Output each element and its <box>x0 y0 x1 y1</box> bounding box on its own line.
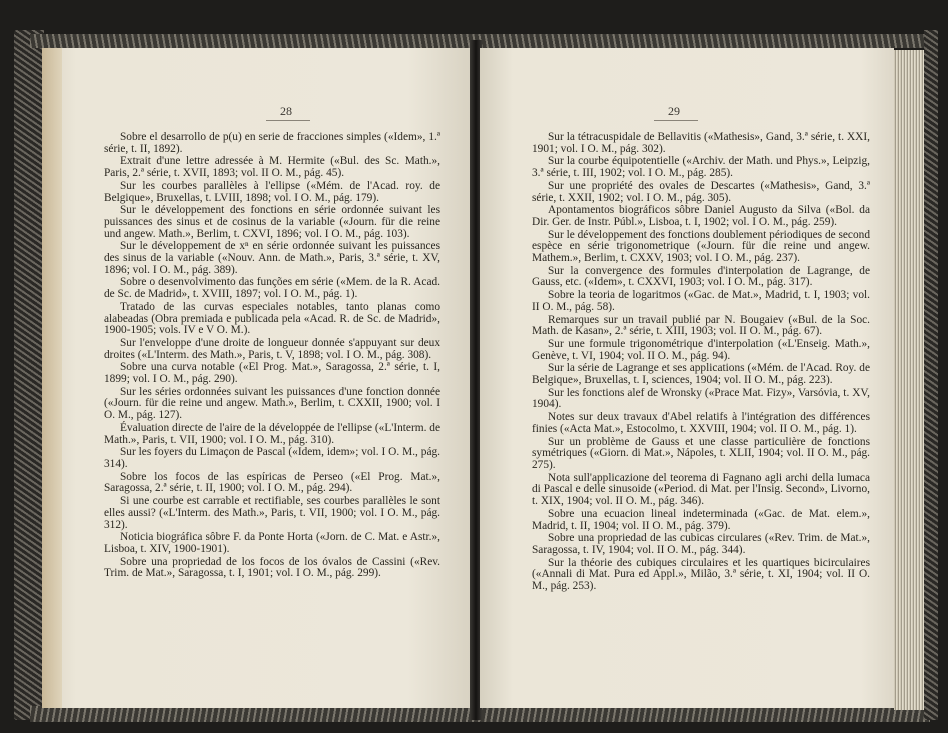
bibliography-entry: Sobre la teoria de logaritmos («Gac. de Mat.», Madrid, t. I, 1903; vol. II O. M., pág. 58). <box>532 289 870 313</box>
bibliography-entry: Tratado de las curvas especiales notables, tanto planas como alabeadas (Obra premiada e publicada pela «Acad. R. de Sc. de Madrid», 1900-1905; vols. IV e V O. M.). <box>104 300 440 337</box>
bibliography-entry: Sobre una propriedad de los focos de los óvalos de Cassini («Rev. Trim. de Mat.», Saragossa, t. I, 1901; vol. I O. M., pág. 299). <box>104 555 440 580</box>
page-inner-margin <box>42 48 62 708</box>
bibliography-entry: Si une courbe est carrable et rectifiable, ses courbes parallèles le sont elles aussi? («L'Interm. des Math.», Paris, t. VII, 1900; vol. I O. M., pág. 312). <box>104 495 440 531</box>
right-page <box>480 48 894 708</box>
bibliography-entry: Sur le développement des fonctions en série ordonnée suivant les puissances des sinus et de cosinus de la variable («Journ. für die reine und angew. Math.», Berlim, t. CXVI, 1896; vol. I O. M., pág. 103). <box>104 204 440 240</box>
bibliography-entry: Sur une formule trigonométrique d'interpolation («L'Enseig. Math.», Genève, t. VI, 1904; vol. II O. M., pág. 94). <box>532 337 870 362</box>
page-number-rule <box>654 120 698 121</box>
bibliography-entry: Sobre los focos de las espíricas de Perseo («El Prog. Mat.», Saragossa, 2.ª série, t. II, 1900; vol. I O. M., pág. 294). <box>104 470 440 495</box>
bibliography-entry: Extrait d'une lettre adressée à M. Hermite («Bul. des Sc. Math.», Paris, 2.ª série, t. XVII, 1893; vol. II O. M., pág. 45). <box>104 155 440 180</box>
bibliography-entry: Notes sur deux travaux d'Abel relatifs à l'intégration des différences finies («Acta Mat.», Estocolmo, t. XXVIII, 1904; vol. II O. M., pág. 1). <box>532 411 870 435</box>
bibliography-entry: Sur le développement des fonctions doublement périodiques de second espèce en série trigonometrique («Journ. für die reine und angew. Mathem.», Berlim, t. CXXV, 1903; vol. I O. M., pág. 237). <box>532 228 870 265</box>
left-page <box>42 48 472 708</box>
bibliography-entry: Nota sull'applicazione del teorema di Fagnano agli archi della lumaca di Pascal e delle sinusoide («Period. di Mat. per l'Insig. Second», Livorno, t. XIX, 1904; vol. II O. M., pág. 346). <box>532 471 870 508</box>
bibliography-entry: Sobre el desarrollo de p(u) en serie de fracciones simples («Idem», 1.ª série, t. II, 1892). <box>104 131 440 155</box>
bibliography-entry: Sur les foyers du Limaçon de Pascal («Idem, idem»; vol. I O. M., pág. 314). <box>104 446 440 470</box>
bibliography-entry: Sur les courbes parallèles à l'ellipse («Mém. de l'Acad. roy. de Belgique», Bruxellas, t. LVIII, 1898; vol. I O. M., pág. 179). <box>104 179 440 204</box>
bibliography-entry: Sur une propriété des ovales de Descartes («Mathesis», Gand, 3.ª série, t. XXII, 1902; vol. I O. M., pág. 305). <box>532 179 870 204</box>
bibliography-list <box>532 132 870 594</box>
page-number: 29 <box>668 104 680 118</box>
bibliography-entry: Noticia biográfica sôbre F. da Ponte Horta («Jorn. de C. Mat. e Astr.», Lisboa, t. XIV, 1900-1901). <box>104 531 440 555</box>
page-edges <box>894 50 924 710</box>
bibliography-entry: Sur un problème de Gauss et une classe particulière de fonctions symétriques («Giorn. di Mat.», Nápoles, t. XLII, 1904; vol. II O. M., pág. 275). <box>532 435 870 471</box>
bibliography-entry: Sur la tétracuspidale de Bellavitis («Mathesis», Gand, 3.ª série, t. XXI, 1901; vol. I O. M., pág. 302). <box>532 131 870 155</box>
bibliography-entry: Sur la théorie des cubiques circulaires et les quartiques bicirculaires («Annali di Mat. Pura ed Appl.», Milão, 3.ª série, t. XI, 1904; vol. II O. M., pág. 253). <box>532 556 870 593</box>
bibliography-entry: Sur la convergence des formules d'interpolation de Lagrange, de Gauss, etc. («Idem», t. CXXVI, 1903; vol. I O. M., pág. 317). <box>532 264 870 289</box>
page-number: 28 <box>280 104 292 118</box>
bibliography-entry: Sur les fonctions alef de Wronsky («Prace Mat. Fizy», Varsóvia, t. XV, 1904). <box>532 386 870 411</box>
bibliography-entry: Évaluation directe de l'aire de la développée de l'ellipse («L'Interm. de Math.», Paris, t. VII, 1900; vol. I O. M., pág. 310). <box>104 421 440 446</box>
book-cover-right <box>924 30 938 720</box>
bibliography-entry: Apontamentos biográficos sôbre Daniel Augusto da Silva («Bol. da Dir. Ger. de Instr. Públ.», Lisboa, t. I, 1902; vol. I O. M., pág. 259). <box>532 204 870 228</box>
page-number-rule <box>266 120 310 121</box>
bibliography-entry: Sur la série de Lagrange et ses applications («Mém. de l'Acad. Roy. de Belgique», Bruxellas, t. I, sciences, 1904; vol. II O. M., pág. 223). <box>532 362 870 387</box>
bibliography-entry: Sur les séries ordonnées suivant les puissances d'une fonction donnée («Journ. für die reine und angew. Math.», Berlim, t. CXXII, 1900; vol. I O. M., pág. 127). <box>104 385 440 422</box>
bibliography-entry: Remarques sur un travail publié par N. Bougaiev («Bul. de la Soc. Math. de Kasan», 2.ª série, t. XIII, 1903; vol. II O. M., pág. 67). <box>532 313 870 338</box>
bibliography-entry: Sobre una ecuacion lineal indeterminada («Gac. de Mat. elem.», Madrid, t. II, 1904; vol. II O. M., pág. 379). <box>532 507 870 532</box>
bibliography-entry: Sur la courbe équipotentielle («Archiv. der Math. und Phys.», Leipzig, 3.ª série, t. III, 1902; vol. I O. M., pág. 285). <box>532 155 870 180</box>
bibliography-entry: Sobre una curva notable («El Prog. Mat.», Saragossa, 2.ª série, t. I, 1899; vol. I O. M., pág. 290). <box>104 361 440 386</box>
bibliography-entry: Sur le développement de xⁿ en série ordonnée suivant les puissances des sinus de la variable («Nouv. Ann. de Math.», Paris, 3.ª série, t. XV, 1896; vol. I O. M., pág. 389). <box>104 240 440 276</box>
book-cover-left <box>14 30 44 720</box>
bibliography-entry: Sobre o desenvolvimento das funções em série («Mem. de la R. Acad. de Sc. de Madrid», t. XVIII, 1897; vol. I O. M., pág. 1). <box>104 276 440 301</box>
bibliography-list <box>104 132 440 581</box>
bibliography-entry: Sur l'enveloppe d'une droite de longueur donnée s'appuyant sur deux droites («L'Interm. des Math.», Paris, t. V, 1898; vol. I O. M., pág. 308). <box>104 336 440 361</box>
bibliography-entry: Sobre una propriedad de las cubicas circulares («Rev. Trim. de Mat.», Saragossa, t. IV, 1904; vol. II O. M., pág. 344). <box>532 532 870 556</box>
